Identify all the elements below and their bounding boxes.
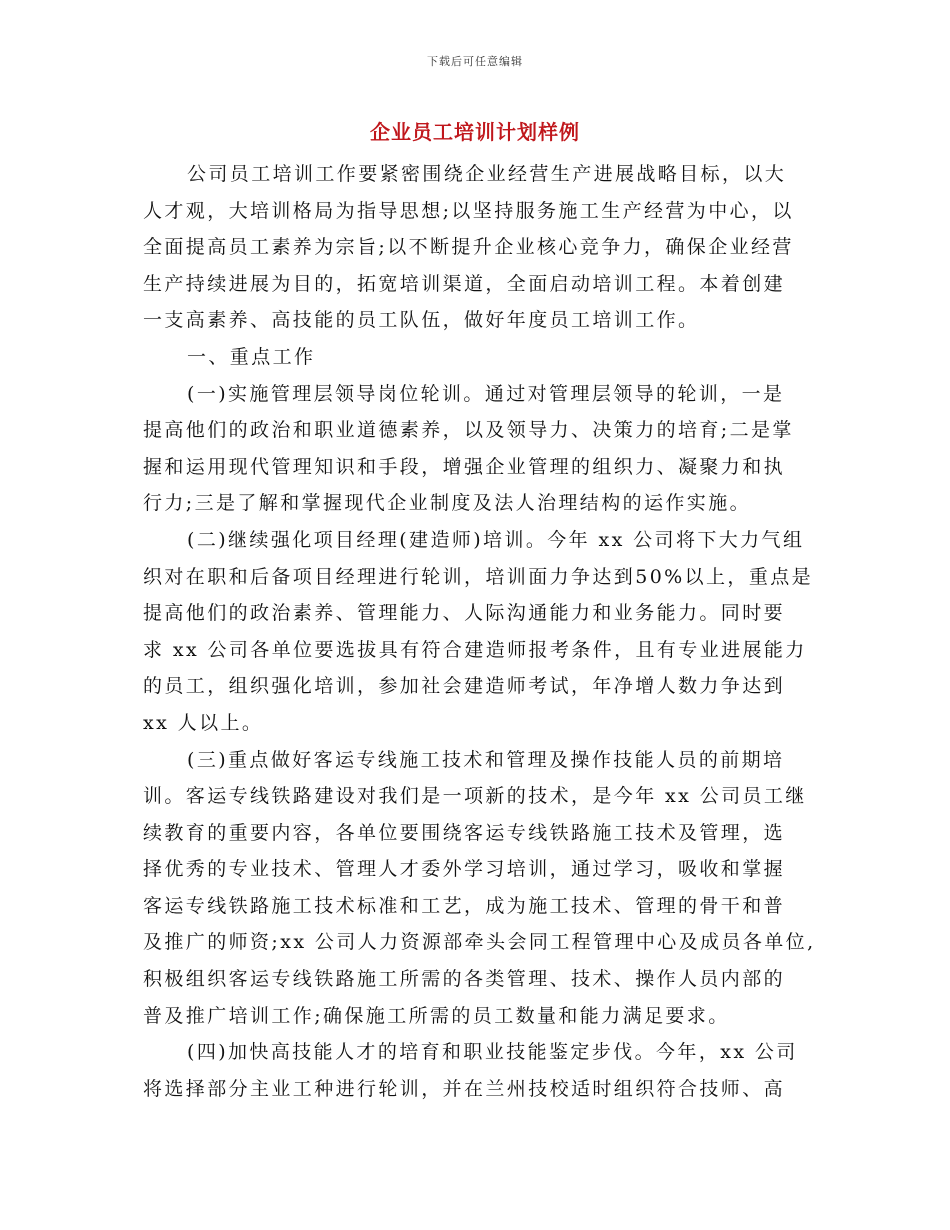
paragraph-first-line: (二)继续强化项目经理(建造师)培训。今年 xx 公司将下大力气组 bbox=[187, 528, 805, 551]
paragraph-line: 握和运用现代管理知识和手段，增强企业管理的组织力、凝聚力和执 bbox=[143, 455, 786, 478]
paragraph bbox=[143, 1034, 833, 1107]
paragraph-line: 续教育的重要内容，各单位要围绕客运专线铁路施工技术及管理，选 bbox=[143, 821, 786, 844]
document-title: 企业员工培训计划样例 bbox=[370, 120, 580, 144]
paragraph-line: 织对在职和后备项目经理进行轮训，培训面力争达到50%以上，重点是 bbox=[143, 565, 814, 588]
paragraph-line: 及推广的师资;xx 公司人力资源部牵头会同工程管理中心及成员各单位, bbox=[143, 931, 816, 954]
paragraph-first-line: (四)加快高技能人才的培育和职业技能鉴定步伐。今年，xx 公司 bbox=[187, 1041, 798, 1064]
paragraph-line: 全面提高员工素养为宗旨;以不断提升企业核心竞争力，确保企业经营 bbox=[143, 236, 794, 259]
paragraph-line: 训。客运专线铁路建设对我们是一项新的技术，是今年 xx 公司员工继 bbox=[143, 785, 807, 808]
paragraph-line: 提高他们的政治素养、管理能力、人际沟通能力和业务能力。同时要 bbox=[143, 602, 786, 625]
paragraph bbox=[143, 742, 833, 1035]
paragraph-line: xx 人以上。 bbox=[143, 711, 264, 734]
paragraph-line: 积极组织客运专线铁路施工所需的各类管理、技术、操作人员内部的 bbox=[143, 968, 786, 991]
header-note: 下载后可任意编辑 bbox=[427, 55, 523, 68]
document-body bbox=[143, 156, 833, 1107]
paragraph-line: 将选择部分主业工种进行轮训，并在兰州技校适时组织符合技师、高 bbox=[143, 1077, 786, 1100]
paragraph bbox=[143, 156, 833, 339]
paragraph-line: 行力;三是了解和掌握现代企业制度及法人治理结构的运作实施。 bbox=[143, 492, 752, 515]
paragraph-first-line: 公司员工培训工作要紧密围绕企业经营生产进展战略目标，以大 bbox=[187, 163, 787, 185]
paragraph-line: 择优秀的专业技术、管理人才委外学习培训，通过学习，吸收和掌握 bbox=[143, 858, 786, 881]
paragraph-line: 人才观，大培训格局为指导思想;以坚持服务施工生产经营为中心，以 bbox=[143, 199, 794, 222]
paragraph-first-line: (三)重点做好客运专线施工技术和管理及操作技能人员的前期培 bbox=[187, 748, 785, 771]
paragraph bbox=[143, 339, 833, 376]
paragraph-line: 普及推广培训工作;确保施工所需的员工数量和能力满足要求。 bbox=[143, 1004, 730, 1027]
paragraph-line: 一支高素养、高技能的员工队伍，做好年度员工培训工作。 bbox=[143, 309, 700, 332]
paragraph-line: 的员工，组织强化培训，参加社会建造师考试，年净增人数力争达到 bbox=[143, 675, 786, 698]
paragraph-first-line: 一、重点工作 bbox=[187, 345, 316, 368]
paragraph bbox=[143, 522, 833, 742]
paragraph bbox=[143, 376, 833, 522]
paragraph-line: 生产持续进展为目的，拓宽培训渠道，全面启动培训工程。本着创建 bbox=[143, 272, 786, 295]
paragraph-first-line: (一)实施管理层领导岗位轮训。通过对管理层领导的轮训，一是 bbox=[187, 382, 785, 405]
paragraph-line: 提高他们的政治和职业道德素养，以及领导力、决策力的培育;二是掌 bbox=[143, 419, 794, 442]
paragraph-line: 求 xx 公司各单位要选拔具有符合建造师报考条件，且有专业进展能力 bbox=[143, 638, 807, 661]
paragraph-line: 客运专线铁路施工技术标准和工艺，成为施工技术、管理的骨干和普 bbox=[143, 894, 786, 917]
